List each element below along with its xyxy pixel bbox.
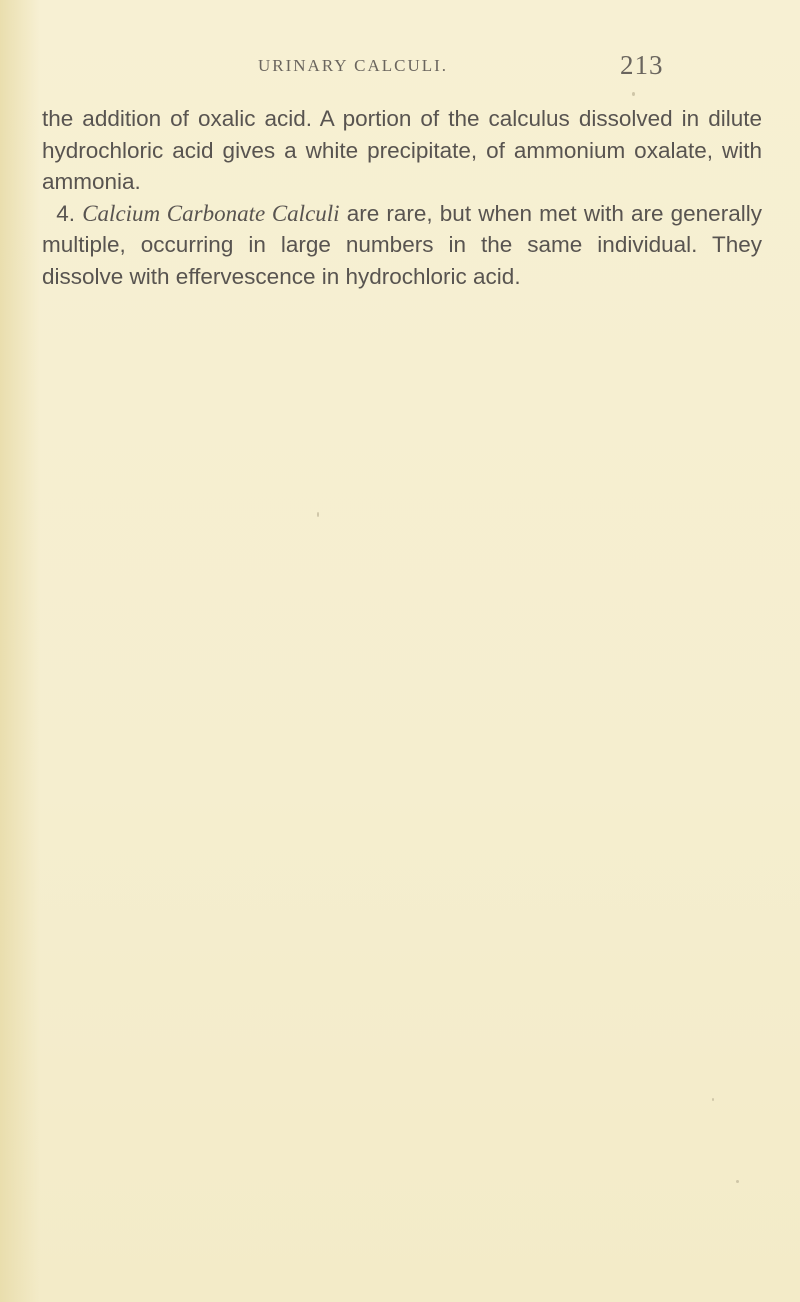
running-head: URINARY CALCULI.: [258, 56, 449, 75]
body-text: [42, 103, 762, 292]
paragraph-2: [42, 198, 762, 293]
section-number: 4.: [56, 200, 76, 226]
page-number: 213: [620, 50, 664, 80]
paragraph-2-text: are rare, but when met with are generally multiple, occurring in large numbers in the same individual. They dissolve with effervescence in hydrochloric acid.: [42, 200, 762, 289]
paper-speck: [712, 1098, 714, 1101]
page-header: [0, 50, 800, 86]
paper-speck: [632, 92, 635, 96]
section-title: Calcium Carbonate Calculi: [82, 200, 340, 226]
paper-speck: [317, 512, 319, 517]
paper-speck: [736, 1180, 739, 1183]
paragraph-1: the addition of oxalic acid. A portion of the calculus dissolved in dilute hydrochloric acid gives a white precipitate, of ammonium oxalate, with ammonia.: [42, 106, 762, 194]
